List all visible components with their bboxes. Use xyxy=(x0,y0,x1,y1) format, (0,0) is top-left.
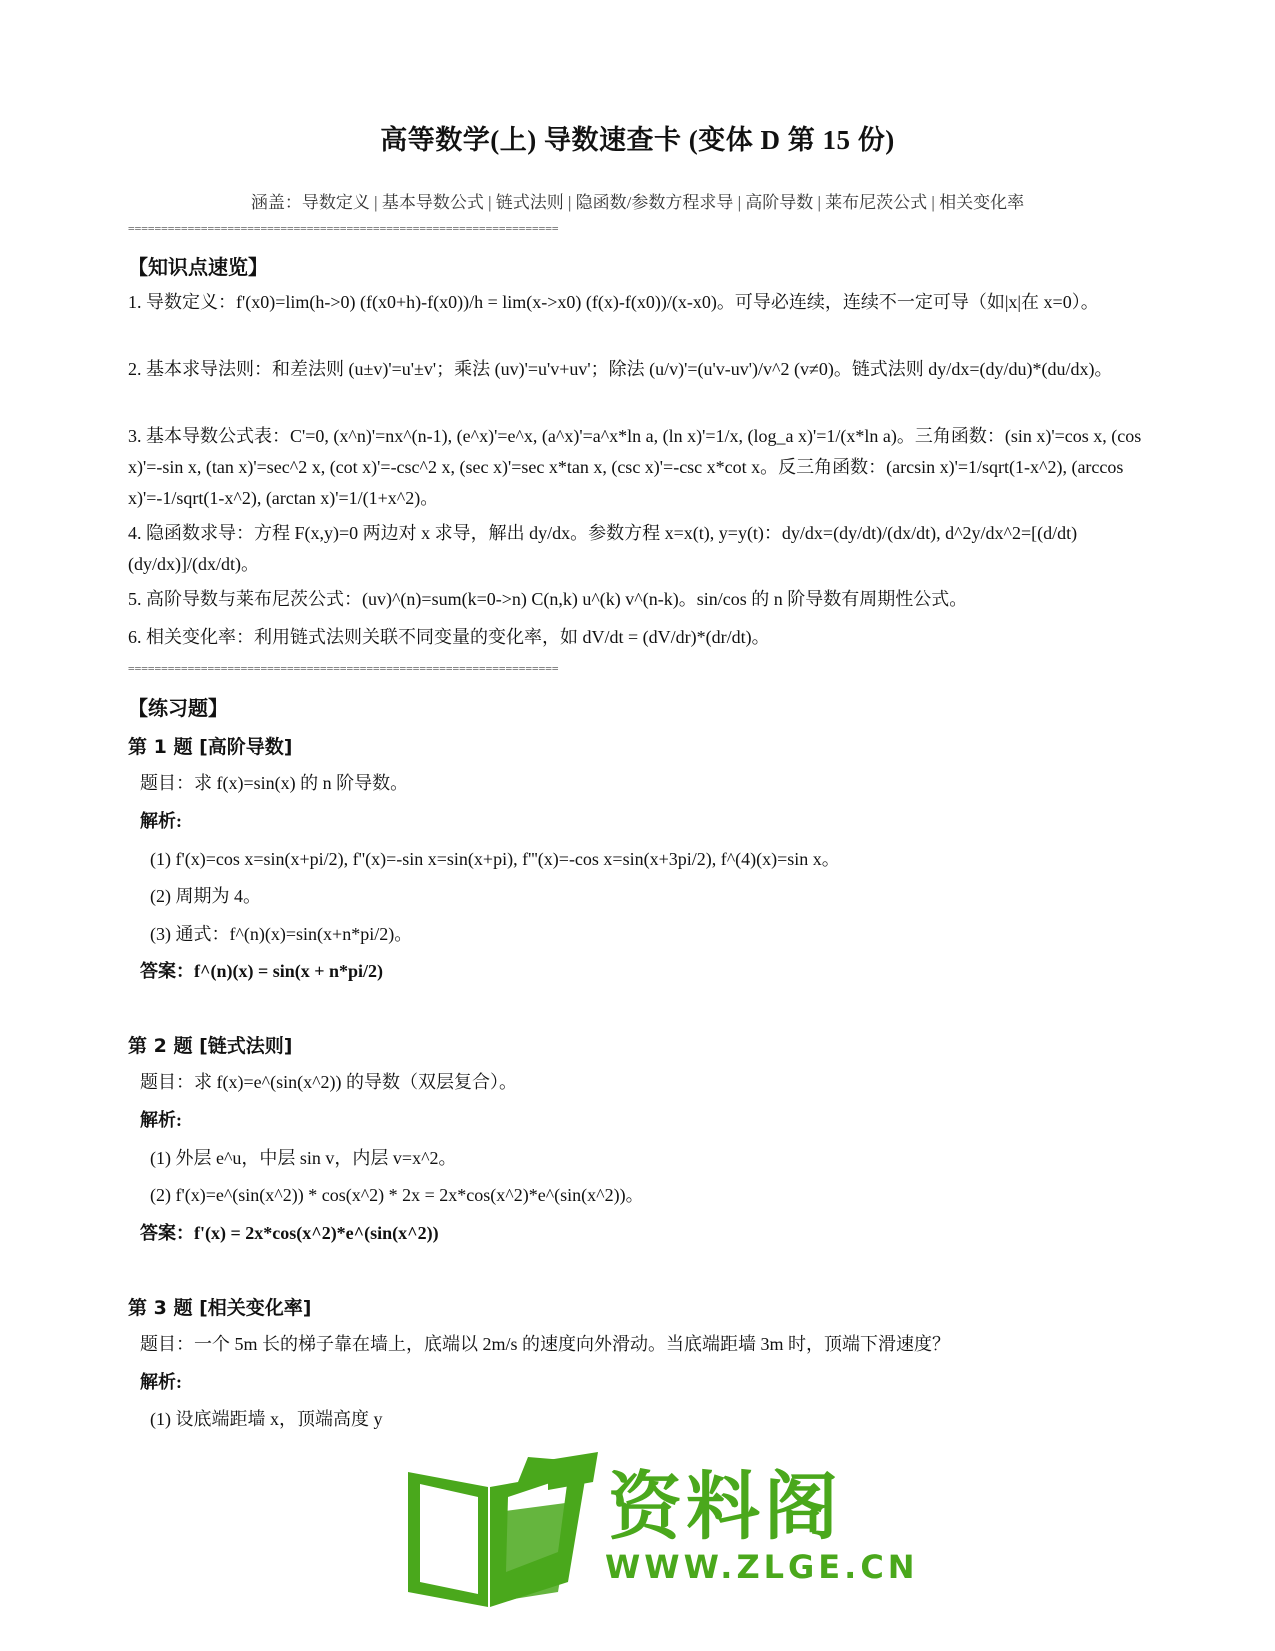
question-prompt: 题目：求 f(x)=sin(x) 的 n 阶导数。 xyxy=(140,773,409,793)
divider-rule: ================================================================= xyxy=(128,224,559,233)
question-prompt: 题目：一个 5m 长的梯子靠在墙上，底端以 2m/s 的速度向外滑动。当底端距墙 3m 时，顶端下滑速度？ xyxy=(140,1334,951,1354)
answer-value: f'(x) = 2x*cos(x^2)*e^(sin(x^2)) xyxy=(194,1223,439,1243)
knowledge-item: 1. 导数定义：f'(x0)=lim(h->0) (f(x0+h)-f(x0))/h = lim(x->x0) (f(x)-f(x0))/(x-x0)。可导必连续，连续不一定可导（如|x|在 x=0）。 xyxy=(128,292,1099,312)
watermark-text: 资料阁 xyxy=(608,1464,842,1550)
analysis-label: 解析: xyxy=(140,1110,182,1130)
divider-rule: ================================================================= xyxy=(128,664,559,673)
answer-line xyxy=(140,958,383,984)
analysis-step: (1) 设底端距墙 x，顶端高度 y xyxy=(150,1409,383,1429)
answer-label: 答案： xyxy=(140,961,194,981)
analysis-label: 解析: xyxy=(140,1372,182,1392)
practice-heading: 【练习题】 xyxy=(128,696,228,720)
question-prompt: 题目：求 f(x)=e^(sin(x^2)) 的导数（双层复合）。 xyxy=(140,1072,517,1092)
answer-label: 答案： xyxy=(140,1223,194,1243)
analysis-label: 解析: xyxy=(140,811,182,831)
knowledge-heading: 【知识点速览】 xyxy=(128,255,268,279)
watermark-url: WWW.ZLGE.CN xyxy=(605,1548,919,1586)
page-title: 高等数学(上) 导数速查卡 (变体 D 第 15 份) xyxy=(380,125,895,155)
question-heading: 第 1 题 [高阶导数] xyxy=(128,736,293,758)
analysis-step: (3) 通式：f^(n)(x)=sin(x+n*pi/2)。 xyxy=(150,924,413,944)
knowledge-item: 2. 基本求导法则：和差法则 (u±v)'=u'±v'；乘法 (uv)'=u'v+uv'；除法 (u/v)'=(u'v-uv')/v^2 (v≠0)。链式法则 dy/dx=(dy/du)*(du/dx)。 xyxy=(128,359,1113,379)
knowledge-item: 4. 隐函数求导：方程 F(x,y)=0 两边对 x 求导，解出 dy/dx。参数方程 x=x(t), y=y(t)：dy/dx=(dy/dt)/(dx/dt), d^2y/dx^2=[(d/dt)(dy/dx)]/(dx/dt)。 xyxy=(128,523,1078,574)
question-heading: 第 2 题 [链式法则] xyxy=(128,1035,293,1057)
analysis-step: (2) 周期为 4。 xyxy=(150,886,261,906)
knowledge-item: 6. 相关变化率：利用链式法则关联不同变量的变化率，如 dV/dt = (dV/dr)*(dr/dt)。 xyxy=(128,627,770,647)
knowledge-item: 5. 高阶导数与莱布尼茨公式：(uv)^(n)=sum(k=0->n) C(n,k) u^(k) v^(n-k)。sin/cos 的 n 阶导数有周期性公式。 xyxy=(128,589,968,609)
answer-line xyxy=(140,1220,439,1246)
analysis-step: (1) 外层 e^u，中层 sin v，内层 v=x^2。 xyxy=(150,1148,457,1168)
analysis-step: (1) f'(x)=cos x=sin(x+pi/2), f''(x)=-sin x=sin(x+pi), f'''(x)=-cos x=sin(x+3pi/2), f^(4)(x)=sin x。 xyxy=(150,849,840,869)
answer-value: f^(n)(x) = sin(x + n*pi/2) xyxy=(194,961,383,981)
page-subtitle: 涵盖：导数定义 | 基本导数公式 | 链式法则 | 隐函数/参数方程求导 | 高阶导数 | 莱布尼茨公式 | 相关变化率 xyxy=(250,193,1025,212)
question-heading: 第 3 题 [相关变化率] xyxy=(128,1297,312,1319)
analysis-step: (2) f'(x)=e^(sin(x^2)) * cos(x^2) * 2x = 2x*cos(x^2)*e^(sin(x^2))。 xyxy=(150,1185,644,1205)
knowledge-item: 3. 基本导数公式表：C'=0, (x^n)'=nx^(n-1), (e^x)'=e^x, (a^x)'=a^x*ln a, (ln x)'=1/x, (log_a x)'=1/(x*ln a)。三角函数：(sin x)'=cos x, (cos x)'=-sin x, (tan x)'=sec^2 x, (cot x)'=-csc^2 x, (sec x)'=sec x*tan x, (csc x)'=-csc x*cot x。反三角函数：(arcsin x)'=1/sqrt(1-x^2), (arccos x)'=-1/sqrt(1-x^2), (arctan x)'=1/(1+x^2)。 xyxy=(128,426,1142,508)
